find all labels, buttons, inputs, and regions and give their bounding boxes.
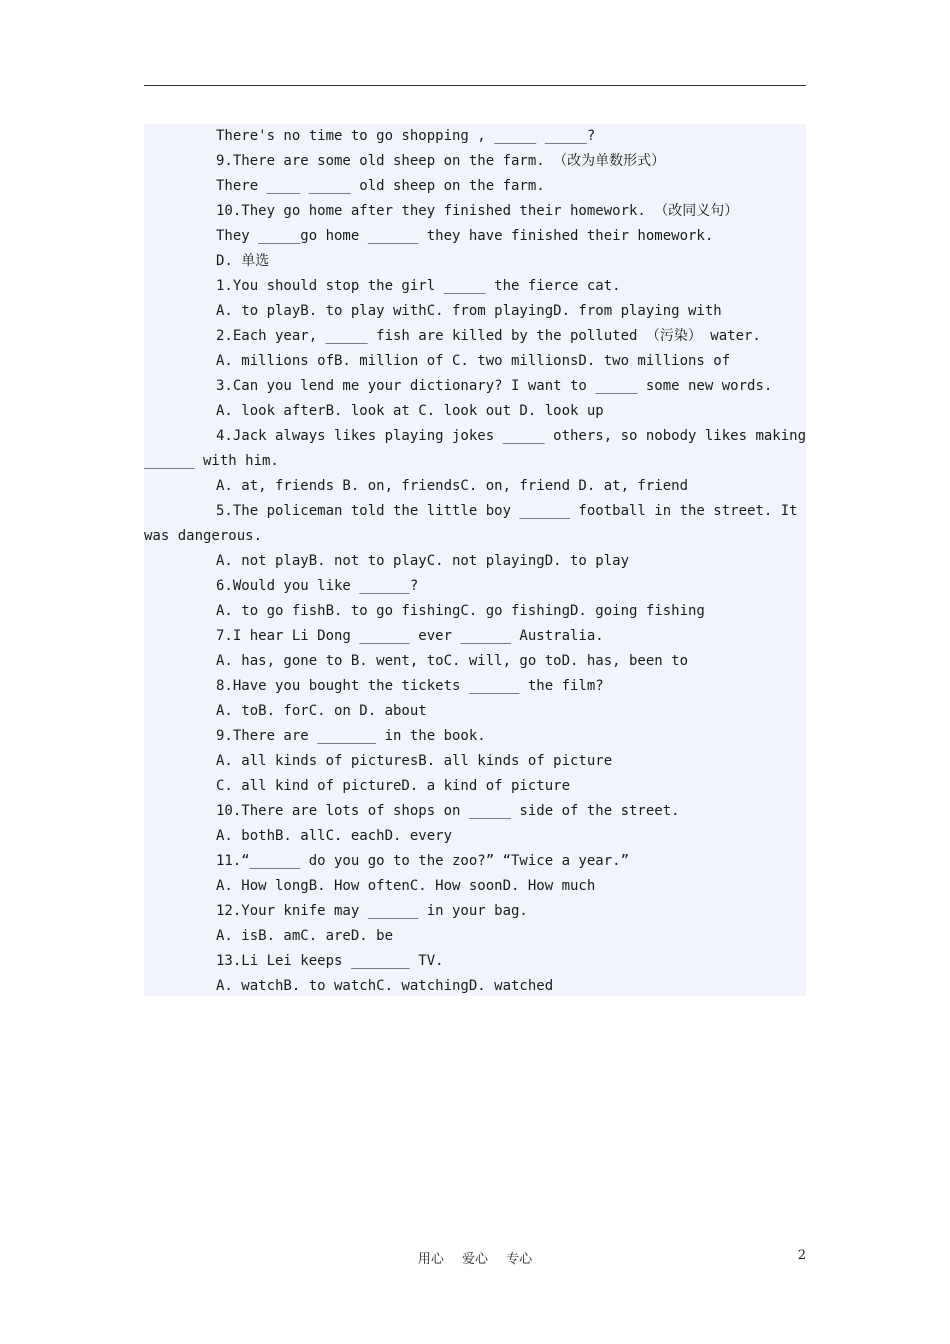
question-line: 5.The policeman told the little boy ______ football in the street. It bbox=[216, 503, 798, 519]
footer-motto: 用心 爱心 专心 bbox=[417, 1252, 533, 1267]
question-continuation: ______ with him. bbox=[144, 453, 279, 469]
question-line: 12.Your knife may ______ in your bag. bbox=[216, 903, 528, 919]
exercise-content bbox=[144, 124, 806, 996]
answer-line: There ____ _____ old sheep on the farm. bbox=[216, 178, 545, 194]
text-line: There's no time to go shopping , _____ _____? bbox=[216, 128, 596, 144]
section-heading: D. 单选 bbox=[216, 253, 270, 269]
question-line: 9.There are _______ in the book. bbox=[216, 728, 486, 744]
header-rule bbox=[144, 85, 806, 86]
options-line: A. bothB. allC. eachD. every bbox=[216, 828, 453, 844]
options-line: A. to playB. to play withC. from playingD. from playing with bbox=[216, 303, 722, 319]
question-line: 11.“______ do you go to the zoo?” “Twice a year.” bbox=[216, 853, 630, 869]
options-line: A. at, friends B. on, friendsC. on, friend D. at, friend bbox=[216, 478, 689, 494]
answer-line: They _____go home ______ they have finished their homework. bbox=[216, 228, 714, 244]
question-continuation: was dangerous. bbox=[144, 528, 263, 544]
options-line: A. look afterB. look at C. look out D. look up bbox=[216, 403, 604, 419]
options-line: A. to go fishB. to go fishingC. go fishingD. going fishing bbox=[216, 603, 705, 619]
options-line: A. How longB. How oftenC. How soonD. How much bbox=[216, 878, 596, 894]
options-line: A. has, gone to B. went, toC. will, go toD. has, been to bbox=[216, 653, 689, 669]
question-line: 4.Jack always likes playing jokes _____ others, so nobody likes making bbox=[216, 428, 806, 444]
question-line: 8.Have you bought the tickets ______ the film? bbox=[216, 678, 604, 694]
question-line: 3.Can you lend me your dictionary? I want to _____ some new words. bbox=[216, 378, 773, 394]
question-line: 10.They go home after they finished their homework. （改同义句） bbox=[216, 203, 739, 219]
question-line: 10.There are lots of shops on _____ side of the street. bbox=[216, 803, 680, 819]
options-line: A. watchB. to watchC. watchingD. watched bbox=[216, 978, 554, 994]
question-line: 6.Would you like ______? bbox=[216, 578, 419, 594]
options-line: A. all kinds of picturesB. all kinds of picture bbox=[216, 753, 613, 769]
question-line: 1.You should stop the girl _____ the fierce cat. bbox=[216, 278, 621, 294]
options-line: C. all kind of pictureD. a kind of picture bbox=[216, 778, 571, 794]
options-line: A. isB. amC. areD. be bbox=[216, 928, 394, 944]
question-line: 13.Li Lei keeps _______ TV. bbox=[216, 953, 444, 969]
options-line: A. toB. forC. on D. about bbox=[216, 703, 427, 719]
options-line: A. millions ofB. million of C. two millionsD. two millions of bbox=[216, 353, 731, 369]
question-line: 7.I hear Li Dong ______ ever ______ Australia. bbox=[216, 628, 604, 644]
question-line: 2.Each year, _____ fish are killed by the polluted （污染） water. bbox=[216, 328, 761, 344]
options-line: A. not playB. not to playC. not playingD. to play bbox=[216, 553, 630, 569]
question-line: 9.There are some old sheep on the farm. （改为单数形式） bbox=[216, 153, 666, 169]
page-number: 2 bbox=[797, 1248, 806, 1263]
